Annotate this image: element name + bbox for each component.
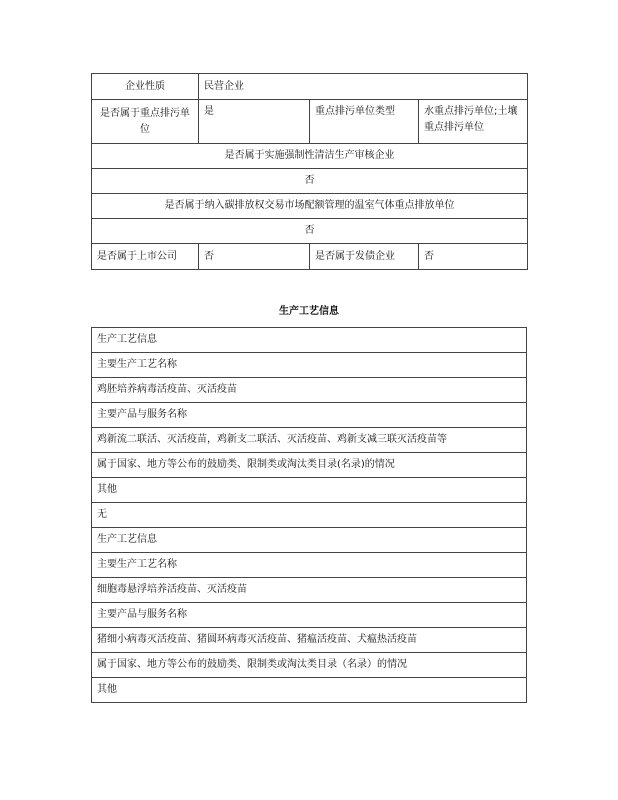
- table-row: [92, 403, 527, 428]
- table-row: [92, 428, 527, 453]
- process-row-text: 猪细小病毒灭活疫苗、猪圆环病毒灭活疫苗、猪瘟活疫苗、犬瘟热活疫苗: [92, 628, 527, 653]
- table-row: [92, 353, 527, 378]
- carbon-trading-question: 是否属于纳入碳排放权交易市场配额管理的温室气体重点排放单位: [92, 194, 528, 219]
- table-row: [92, 328, 527, 353]
- table-row: [92, 628, 527, 653]
- key-pollutant-type-label: 重点排污单位类型: [310, 100, 419, 144]
- table-row: [92, 578, 527, 603]
- table-row: [92, 378, 527, 403]
- table-row: [92, 478, 527, 503]
- enterprise-info-table: [91, 73, 528, 270]
- table-row: [92, 603, 527, 628]
- carbon-trading-answer: 否: [92, 219, 528, 244]
- bond-issuer-value: 否: [419, 244, 528, 270]
- process-row-text: 生产工艺信息: [92, 528, 527, 553]
- table-row: [92, 653, 527, 678]
- process-row-text: 主要产品与服务名称: [92, 603, 527, 628]
- process-row-text: 无: [92, 503, 527, 528]
- process-row-text: 属于国家、地方等公布的鼓励类、限制类或淘汰类目录(名录)的情况: [92, 453, 527, 478]
- process-row-text: 其他: [92, 678, 527, 703]
- process-row-text: 鸡胚培养病毒活疫苗、灭活疫苗: [92, 378, 527, 403]
- clean-production-answer: 否: [92, 169, 528, 194]
- listed-company-value: 否: [199, 244, 310, 270]
- process-row-text: 属于国家、地方等公布的鼓励类、限制类或淘汰类目录（名录）的情况: [92, 653, 527, 678]
- table-row: [92, 553, 527, 578]
- process-row-text: 主要产品与服务名称: [92, 403, 527, 428]
- process-row-text: 生产工艺信息: [92, 328, 527, 353]
- table-row: [92, 453, 527, 478]
- clean-production-question: 是否属于实施强制性清洁生产审核企业: [92, 144, 528, 169]
- key-pollutant-value: 是: [199, 100, 310, 144]
- key-pollutant-label: 是否属于重点排污单位: [92, 100, 199, 144]
- enterprise-nature-label: 企业性质: [92, 74, 199, 100]
- process-row-text: 主要生产工艺名称: [92, 353, 527, 378]
- table-row: [92, 528, 527, 553]
- listed-company-label: 是否属于上市公司: [92, 244, 199, 270]
- process-row-text: 鸡新流二联活、灭活疫苗，鸡新支二联活、灭活疫苗、鸡新支减三联灭活疫苗等: [92, 428, 527, 453]
- key-pollutant-type-value: 水重点排污单位;土壤重点排污单位: [419, 100, 528, 144]
- process-row-text: 其他: [92, 478, 527, 503]
- bond-issuer-label: 是否属于发债企业: [310, 244, 419, 270]
- table-row: [92, 503, 527, 528]
- enterprise-nature-value: 民营企业: [199, 74, 528, 100]
- process-row-text: 主要生产工艺名称: [92, 553, 527, 578]
- process-row-text: 细胞毒悬浮培养活疫苗、灭活疫苗: [92, 578, 527, 603]
- production-process-table: [91, 327, 527, 703]
- section-title: 生产工艺信息: [279, 306, 339, 317]
- table-row: [92, 678, 527, 703]
